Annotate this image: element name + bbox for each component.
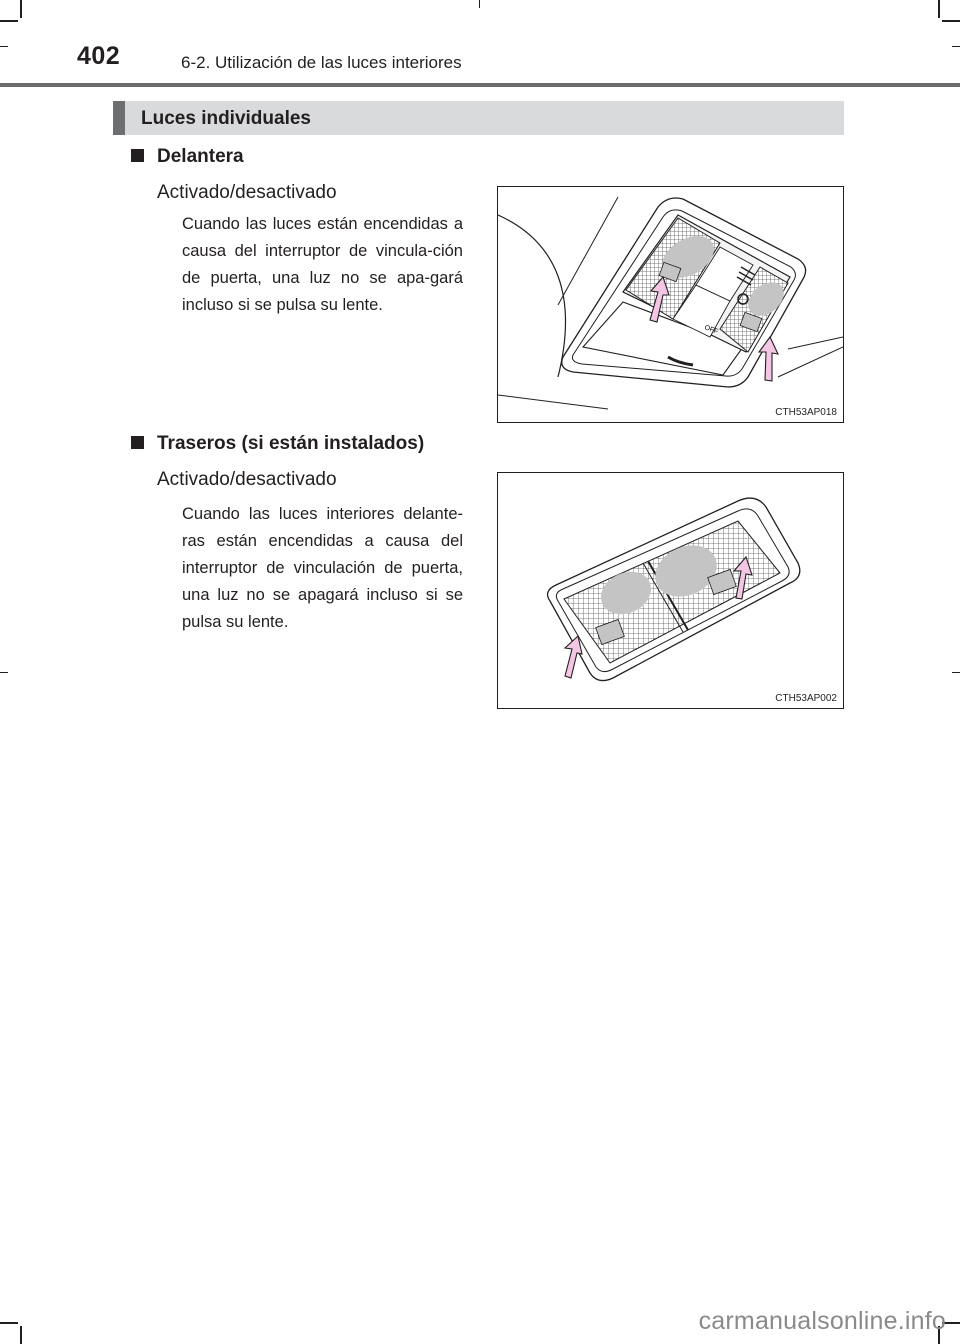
rear-mode: Activado/desactivado [157, 469, 337, 490]
watermark: carmanualsonline.info [698, 1307, 946, 1335]
press-arrow-icon [565, 636, 582, 678]
crop-mark [20, 1326, 22, 1344]
section-title: Luces individuales [141, 108, 311, 129]
front-mode: Activado/desactivado [157, 182, 337, 203]
off-label: OFF [703, 324, 719, 336]
figure-rear-lights [497, 472, 844, 709]
rear-description: Cuando las luces interiores delante-ras están encendidas a causa del interruptor de vinculación de puerta, una luz no se apagará incluso si se pulsa su lente. [182, 505, 463, 631]
figure-code: CTH53AP002 [775, 693, 837, 704]
section-bar [113, 101, 844, 135]
subheading-rear-label: Traseros (si están instalados) [157, 433, 425, 454]
crop-mark [952, 672, 960, 673]
front-lights-illustration [498, 187, 843, 422]
subheading-front [131, 146, 244, 168]
figure-front-lights [497, 186, 844, 423]
crop-mark [0, 46, 8, 47]
rear-lights-illustration [498, 473, 843, 708]
square-bullet-icon [131, 436, 144, 449]
running-header: 6-2. Utilización de las luces interiores [181, 53, 462, 72]
figure-code: CTH53AP018 [775, 407, 837, 418]
crop-mark [0, 672, 8, 673]
crop-mark [0, 20, 18, 22]
crop-mark [942, 20, 960, 22]
subheading-front-label: Delantera [157, 146, 244, 167]
page-number: 402 [77, 42, 121, 70]
header-rule [0, 83, 960, 87]
front-description: Cuando las luces están encendidas a causa del interruptor de vincula-ción de puerta, una luz no se apa-gará incluso si se pulsa su lente. [182, 215, 463, 314]
crop-mark [20, 0, 22, 18]
crop-mark [938, 0, 940, 18]
crop-mark [479, 0, 480, 8]
square-bullet-icon [131, 149, 144, 162]
crop-mark [952, 46, 960, 47]
subheading-rear [131, 433, 424, 455]
crop-mark [0, 1322, 18, 1324]
